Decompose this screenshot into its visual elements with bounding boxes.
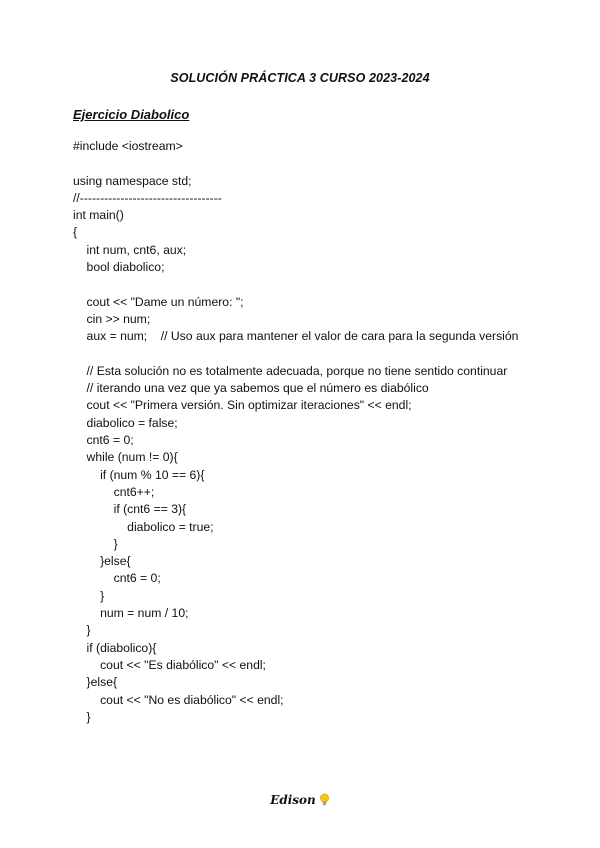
code-line: diabolico = false; bbox=[73, 415, 178, 430]
code-line: if (diabolico){ bbox=[73, 640, 157, 655]
code-line: diabolico = true; bbox=[73, 519, 214, 534]
code-line: cout << "Es diabólico" << endl; bbox=[73, 657, 266, 672]
code-line: cout << "Primera versión. Sin optimizar iteraciones" << endl; bbox=[73, 398, 412, 413]
code-line: // iterando una vez que ya sabemos que el número es diabólico bbox=[73, 381, 429, 396]
code-line: int num, cnt6, aux; bbox=[73, 242, 187, 257]
code-line: cout << "Dame un número: "; bbox=[73, 294, 244, 309]
brand-name: Edison bbox=[270, 793, 316, 807]
code-line: cnt6++; bbox=[73, 484, 155, 499]
code-line: } bbox=[73, 588, 105, 603]
footer-brand bbox=[0, 793, 600, 809]
code-line: } bbox=[73, 536, 118, 551]
code-line: }else{ bbox=[73, 554, 131, 569]
code-line bbox=[73, 346, 543, 363]
code-line: cout << "No es diabólico" << endl; bbox=[73, 692, 284, 707]
section-heading: Ejercicio Diabolico bbox=[73, 107, 190, 122]
code-line: //----------------------------------- bbox=[73, 190, 222, 205]
code-line: { bbox=[73, 225, 78, 240]
code-line: using namespace std; bbox=[73, 173, 192, 188]
code-line: }else{ bbox=[73, 675, 118, 690]
code-line: bool diabolico; bbox=[73, 260, 165, 275]
code-line: int main() bbox=[73, 208, 124, 223]
code-line: num = num / 10; bbox=[73, 606, 189, 621]
code-line: cnt6 = 0; bbox=[73, 433, 134, 448]
code-line bbox=[73, 155, 543, 172]
code-line: cnt6 = 0; bbox=[73, 571, 161, 586]
code-line bbox=[73, 276, 543, 293]
code-line: while (num != 0){ bbox=[73, 450, 178, 465]
code-line: if (cnt6 == 3){ bbox=[73, 502, 187, 517]
code-line: aux = num; // Uso aux para mantener el valor de cara para la segunda versión bbox=[73, 329, 519, 344]
code-line: cin >> num; bbox=[73, 311, 151, 326]
document-title: SOLUCIÓN PRÁCTICA 3 CURSO 2023-2024 bbox=[170, 71, 430, 85]
code-line: } bbox=[73, 623, 91, 638]
code-line: } bbox=[73, 709, 91, 724]
code-line: if (num % 10 == 6){ bbox=[73, 467, 205, 482]
code-block bbox=[73, 138, 543, 726]
code-line: // Esta solución no es totalmente adecuada, porque no tiene sentido continuar bbox=[73, 363, 508, 378]
code-line: #include <iostream> bbox=[73, 139, 183, 153]
lightbulb-icon bbox=[319, 793, 330, 809]
